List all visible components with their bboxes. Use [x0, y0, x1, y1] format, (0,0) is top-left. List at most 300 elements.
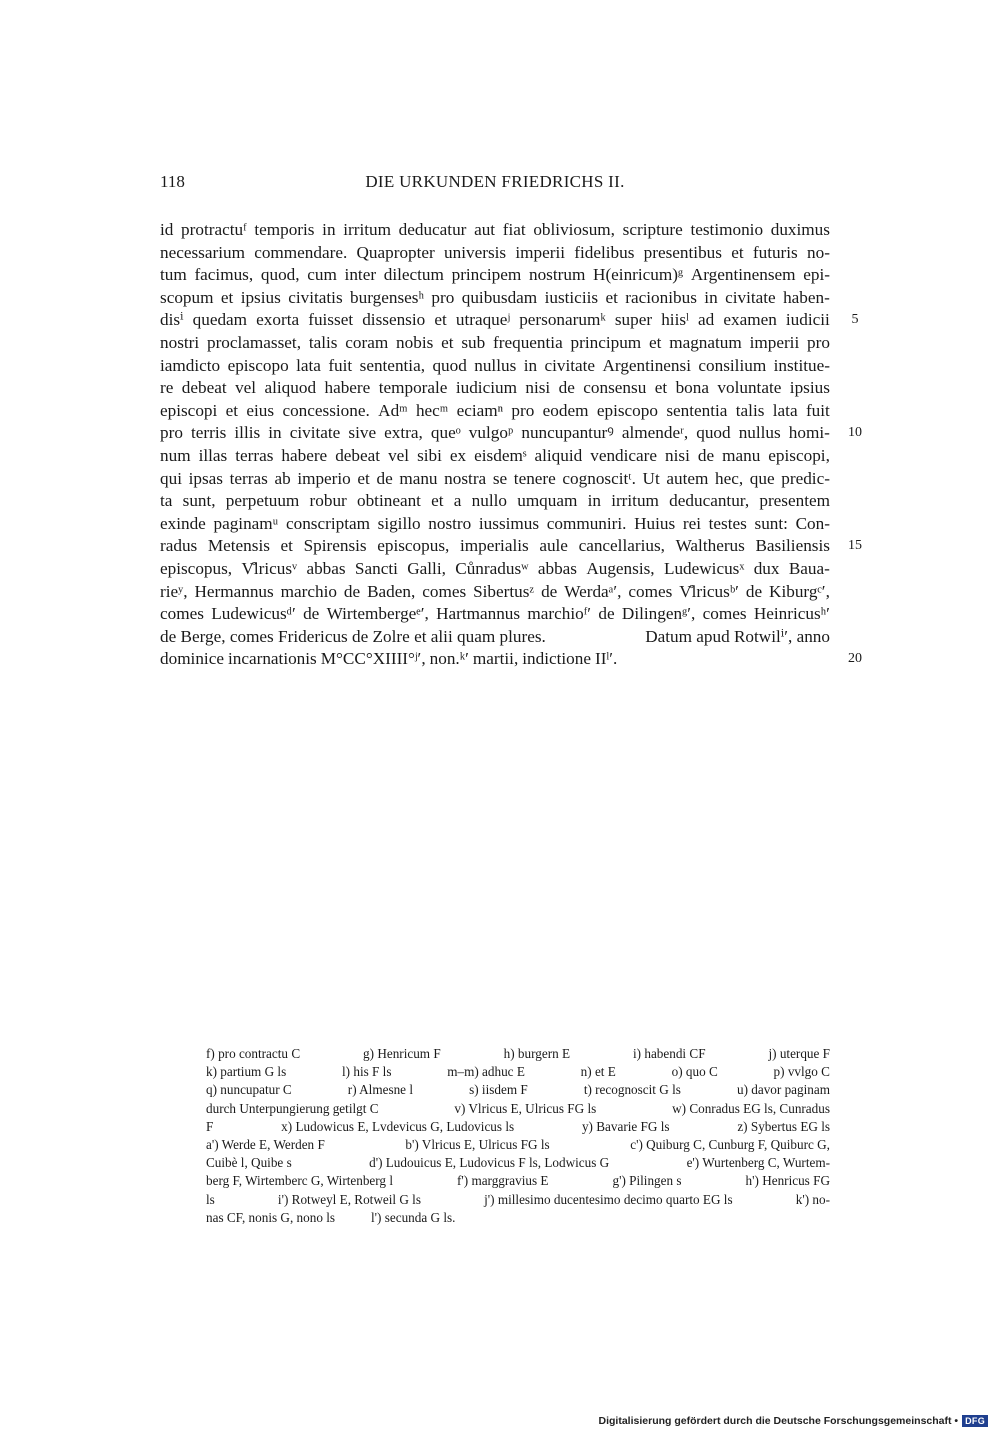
- text-word: scripture: [622, 220, 683, 239]
- text-word: conscriptam: [285, 513, 370, 533]
- text-word: temporale: [378, 378, 448, 398]
- footnote-entry: w) Conradus EG ls, Cunradus: [672, 1100, 830, 1116]
- text-word: fuit: [805, 400, 830, 420]
- text-word: eius: [246, 400, 275, 420]
- text-word: V̊lricusᵇ′: [679, 581, 739, 601]
- dfg-logo: DFG: [962, 1415, 988, 1427]
- text-word: manu: [399, 468, 438, 488]
- text-word: sunt,: [182, 491, 216, 511]
- text-word: scopum: [160, 287, 214, 307]
- footnote-entry: g) Henricum F: [363, 1046, 441, 1061]
- line-number: 5: [851, 312, 859, 328]
- footnote-line: [206, 1191, 830, 1209]
- text-line: [160, 377, 830, 400]
- footnote-entry: g') Pilingen s: [612, 1173, 682, 1189]
- text-word: magnatum: [669, 332, 742, 352]
- text-word: abbas: [537, 558, 577, 578]
- text-word: episcopi,: [768, 445, 830, 465]
- text-word: illis: [234, 423, 261, 443]
- text-word: obtineant: [356, 491, 421, 511]
- text-word: principem: [451, 265, 522, 285]
- text-word: comes: [422, 581, 467, 601]
- text-word: Dilingenᵍ′,: [621, 604, 696, 624]
- footnote-entry: durch Unterpungierung getilgt C: [206, 1100, 379, 1116]
- text-word: et: [731, 242, 744, 262]
- text-word: irritum: [611, 491, 659, 511]
- footnote-entry: q) nuncupatur C: [206, 1082, 292, 1098]
- text-word: sententia: [666, 400, 728, 420]
- text-word: in: [523, 355, 538, 375]
- text-word: Ludewicusˣ: [663, 558, 745, 578]
- text-line: [160, 626, 830, 649]
- text-word: iussimus: [478, 513, 540, 533]
- text-word: ipsas: [188, 468, 223, 488]
- footnote-entry: e') Wurtenberg C, Wurtem-: [686, 1155, 830, 1171]
- text-word: haben-: [783, 287, 830, 307]
- text-word: eciamⁿ: [456, 400, 504, 420]
- text-word: facimus,: [194, 265, 254, 285]
- text-word: civitatis: [288, 287, 343, 307]
- text-word: rei: [682, 513, 701, 533]
- footnote-entry: ls: [206, 1191, 215, 1207]
- text-word: num: [160, 445, 191, 465]
- text-word: paginamᵘ: [213, 513, 279, 533]
- text-word: Baden,: [367, 581, 416, 601]
- text-word: hec,: [715, 468, 744, 488]
- line-number: 20: [848, 651, 862, 667]
- text-line: [160, 558, 830, 581]
- text-word: disⁱ: [160, 310, 184, 330]
- text-line: [160, 332, 830, 355]
- footnote-entry: r) Almesne l: [347, 1082, 413, 1098]
- text-word: Sibertusᶻ: [473, 581, 535, 601]
- text-word: civitate: [289, 423, 341, 443]
- text-line: [160, 219, 830, 242]
- text-word: aliquod: [264, 378, 317, 398]
- text-line: [160, 422, 830, 445]
- footnote-entry: b') Vlricus E, Ulricus FG ls: [405, 1136, 550, 1152]
- text-word: eisdemˢ: [474, 445, 527, 465]
- text-word: Hartmannus: [436, 604, 521, 624]
- footnote-entry: u) davor paginam: [736, 1082, 830, 1098]
- text-word: V̊lricusᵛ: [241, 558, 298, 578]
- text-word: exinde: [160, 513, 206, 533]
- text-word: Ludewicusᵈ′: [211, 604, 296, 624]
- text-word: Augensis,: [586, 558, 655, 578]
- text-line: [160, 355, 830, 378]
- text-word: testimonio: [690, 220, 764, 239]
- text-word: nuncupanturꝰ: [521, 423, 614, 443]
- text-word: de: [303, 604, 320, 624]
- text-word: in: [322, 220, 336, 239]
- text-word: Metensis: [207, 536, 270, 556]
- text-word: manu: [722, 445, 761, 465]
- text-word: quod,: [260, 265, 300, 285]
- text-word: ex: [449, 445, 467, 465]
- text-word: et: [357, 468, 370, 488]
- text-word: deducatur: [398, 220, 467, 239]
- text-word: fuit: [328, 355, 353, 375]
- text-word: epi-: [803, 265, 830, 285]
- text-word: sive: [348, 423, 377, 443]
- text-word: bona: [675, 378, 709, 398]
- text-word: cum: [307, 265, 337, 285]
- text-word: pro: [431, 287, 455, 307]
- text-word: comes: [702, 604, 747, 624]
- footnote-entry: f) pro contractu C: [206, 1046, 301, 1061]
- footnote-entry: x) Ludowicus E, Lvdevicus G, Ludovicus ls: [281, 1118, 515, 1134]
- text-word: episcopus,: [160, 558, 233, 578]
- text-word: se: [492, 468, 508, 488]
- text-word: nostro: [428, 513, 472, 533]
- text-word: H(einricum)ᵍ: [593, 265, 684, 285]
- text-word: in: [587, 491, 601, 511]
- text-word: umquam: [517, 491, 578, 511]
- text-word: Werdaᵃ′,: [564, 581, 622, 601]
- text-word: sub: [461, 332, 486, 352]
- text-word: talis: [735, 400, 765, 420]
- text-word: pro: [511, 400, 535, 420]
- footnote-entry: n) et E: [580, 1064, 616, 1080]
- footnote-line: [206, 1045, 830, 1063]
- text-word: qui: [160, 468, 182, 488]
- critical-apparatus: [206, 1045, 830, 1227]
- text-word: de: [598, 604, 615, 624]
- text-word: cancellarius,: [578, 536, 665, 556]
- text-word: universis: [444, 242, 507, 262]
- text-word: tum: [160, 265, 187, 285]
- text-word: nostrum: [528, 265, 586, 285]
- text-word: Cůnradusʷ: [455, 558, 529, 578]
- text-word: et: [441, 332, 454, 352]
- text-word: marchio: [280, 581, 337, 601]
- text-word: eodem: [542, 400, 589, 420]
- text-word: sigillo: [377, 513, 421, 533]
- text-word: vulgoᵖ: [468, 423, 514, 443]
- text-word: de: [541, 581, 558, 601]
- text-word: non.ᵏ′: [429, 649, 469, 669]
- text-word: episcopi: [160, 400, 218, 420]
- text-word: Waltherus: [675, 536, 745, 556]
- text-word: debeat: [181, 378, 227, 398]
- text-word: re: [160, 378, 174, 398]
- text-word: id: [160, 220, 174, 239]
- text-word: quibusdam: [461, 287, 538, 307]
- text-word: ad: [698, 310, 715, 330]
- text-word: fiat: [502, 220, 526, 239]
- text-word: quedam: [192, 310, 248, 330]
- text-word: debeat: [335, 445, 381, 465]
- text-word: dominice: [160, 649, 224, 669]
- text-word: Argentinensem: [690, 265, 796, 285]
- footnote-entry: z) Sybertus EG ls: [737, 1118, 830, 1134]
- text-word: terris: [191, 423, 227, 443]
- text-word: coram: [345, 332, 389, 352]
- text-word: nisi: [665, 445, 690, 465]
- text-word: queᵒ: [430, 423, 461, 443]
- text-word: dilectum: [383, 265, 444, 285]
- text-word: sunt:: [754, 513, 788, 533]
- text-word: rieʸ,: [160, 581, 188, 601]
- text-word: et: [654, 378, 668, 398]
- text-word: habere: [324, 378, 371, 398]
- text-word: Sancti: [354, 558, 398, 578]
- text-word: dux: [753, 558, 780, 578]
- text-word: Wirtembergeᵉ′,: [326, 604, 429, 624]
- text-word: autem: [666, 468, 709, 488]
- charter-text: [160, 219, 830, 671]
- text-word: Ut: [642, 468, 660, 488]
- text-line: [160, 581, 830, 604]
- text-word: testes: [708, 513, 747, 533]
- footnote-entry: f') marggravius E: [456, 1173, 549, 1189]
- text-word: quod: [432, 355, 467, 375]
- text-word: Spirensis: [303, 536, 367, 556]
- text-line: [160, 648, 830, 671]
- text-word: de: [376, 468, 393, 488]
- text-word: Huius: [634, 513, 676, 533]
- text-word: frequentia: [493, 332, 563, 352]
- text-word: fuisset: [308, 310, 354, 330]
- footnote-entry: h') Henricus FG: [745, 1173, 830, 1189]
- footnote-entry: i') Rotweyl E, Rotweil G ls: [277, 1191, 421, 1207]
- text-word: presentem: [759, 491, 830, 511]
- text-word: de: [697, 445, 715, 465]
- footnote-entry: l) his F ls: [342, 1064, 392, 1080]
- footnote-entry: k') no-: [795, 1191, 830, 1207]
- footnote-entry: m–m) adhuc E: [447, 1064, 525, 1080]
- text-word: de: [745, 581, 763, 601]
- text-word: examen: [723, 310, 777, 330]
- footnote-entry: c') Quiburg C, Cunburg F, Quiburc G,: [630, 1136, 830, 1152]
- text-word: comes: [160, 604, 204, 624]
- text-line: [160, 264, 830, 287]
- text-word: radus: [160, 536, 198, 556]
- text-segment: de Berge, comes Fridericus de Zolre et alii quam plures.: [160, 626, 546, 646]
- text-word: de: [343, 581, 361, 601]
- text-word: Galli,: [407, 558, 446, 578]
- text-word: Argentinensi: [602, 355, 691, 375]
- text-word: robur: [309, 491, 347, 511]
- running-title: DIE URKUNDEN FRIEDRICHS II.: [365, 172, 625, 191]
- line-number: 10: [848, 425, 862, 441]
- text-word: a: [453, 491, 462, 511]
- text-word: cognoscitᵗ.: [562, 468, 636, 488]
- text-word: perpetuum: [225, 491, 300, 511]
- text-word: aule: [539, 536, 568, 556]
- text-word: temporis: [254, 220, 315, 239]
- text-word: pro: [807, 332, 830, 352]
- text-word: nostri: [160, 332, 200, 352]
- text-word: ta: [160, 491, 173, 511]
- text-word: Con-: [795, 513, 830, 533]
- text-line: [160, 535, 830, 558]
- text-word: lata: [772, 400, 798, 420]
- text-word: civitate: [544, 355, 596, 375]
- footnote-line: [206, 1172, 830, 1190]
- footnote-entry: o) quo C: [671, 1064, 718, 1080]
- text-word: marchioᶠ′: [527, 604, 592, 624]
- text-word: Quapropter: [356, 242, 435, 262]
- text-word: obliviosum,: [533, 220, 615, 239]
- text-word: concessione.: [282, 400, 370, 420]
- text-word: nobis: [396, 332, 434, 352]
- text-word: que: [749, 468, 775, 488]
- footnote-line: [206, 1209, 830, 1227]
- text-word: presentibus: [643, 242, 722, 262]
- text-word: almendeʳ,: [621, 423, 689, 443]
- text-word: burgensesʰ: [350, 287, 424, 307]
- footnote-entry: a') Werde E, Werden F: [206, 1136, 325, 1152]
- text-word: hecᵐ: [415, 400, 449, 420]
- text-word: super: [614, 310, 653, 330]
- text-word: duximus: [770, 220, 830, 239]
- text-word: episcopo: [227, 355, 289, 375]
- text-line: [160, 468, 830, 491]
- text-line: [160, 490, 830, 513]
- text-word: iudicii: [785, 310, 830, 330]
- text-word: IIˡ′.: [594, 649, 618, 669]
- text-word: consilium: [698, 355, 767, 375]
- text-word: homi-: [788, 423, 830, 443]
- footnote-entry: l') secunda G ls.: [371, 1209, 456, 1225]
- text-word: nostra: [444, 468, 487, 488]
- text-word: deducantur,: [669, 491, 750, 511]
- text-line: [160, 513, 830, 536]
- text-word: et: [434, 310, 447, 330]
- footnote-entry: t) recognoscit G ls: [583, 1082, 681, 1098]
- text-word: iudicium: [455, 378, 517, 398]
- text-word: imperialis: [459, 536, 529, 556]
- text-word: in: [704, 287, 718, 307]
- text-word: et: [431, 491, 444, 511]
- text-word: comes: [628, 581, 673, 601]
- text-word: vel: [388, 445, 410, 465]
- text-word: ab: [274, 468, 291, 488]
- text-line: [160, 445, 830, 468]
- text-word: nullus: [474, 355, 517, 375]
- text-word: vel: [235, 378, 257, 398]
- text-word: sententia,: [359, 355, 426, 375]
- text-word: ipsius: [789, 378, 830, 398]
- text-word: Basiliensis: [755, 536, 830, 556]
- page-header: [160, 172, 830, 196]
- text-word: nullus: [738, 423, 781, 443]
- text-word: pro: [160, 423, 183, 443]
- page-number: 118: [160, 172, 185, 191]
- text-word: extra,: [384, 423, 423, 443]
- text-word: incarnationis: [227, 649, 317, 669]
- text-word: terras: [235, 445, 274, 465]
- text-word: Adᵐ: [378, 400, 408, 420]
- text-word: necessarium: [160, 242, 245, 262]
- text-word: personarumᵏ: [519, 310, 606, 330]
- text-word: habere: [281, 445, 328, 465]
- text-word: de: [558, 378, 575, 398]
- footnote-line: [206, 1063, 830, 1081]
- footnote-entry: nas CF, nonis G, nono ls: [206, 1209, 336, 1225]
- footnote-entry: h) burgern E: [503, 1046, 571, 1061]
- text-word: abbas: [306, 558, 346, 578]
- line-number: 15: [848, 538, 862, 554]
- text-word: Heinricusʰ′: [753, 604, 830, 624]
- text-word: et: [605, 287, 618, 307]
- footnote-line: [206, 1136, 830, 1154]
- footnote-entry: i) habendi CF: [633, 1046, 706, 1061]
- text-word: Hermannus: [194, 581, 274, 601]
- footnote-line: [206, 1081, 830, 1099]
- text-word: talis: [308, 332, 338, 352]
- text-word: dissensio: [362, 310, 426, 330]
- footnote-entry: berg F, Wirtemberc G, Wirtenberg l: [206, 1173, 393, 1189]
- text-line: [160, 400, 830, 423]
- text-word: principum: [570, 332, 642, 352]
- text-word: futuris: [752, 242, 798, 262]
- text-word: institue-: [773, 355, 830, 375]
- text-word: consensu: [583, 378, 647, 398]
- text-word: terras: [229, 468, 268, 488]
- text-word: indictione: [522, 649, 591, 669]
- text-word: lata: [296, 355, 321, 375]
- text-word: vendicare: [590, 445, 658, 465]
- footnote-entry: j) uterque F: [768, 1046, 830, 1061]
- text-word: communiri.: [546, 513, 627, 533]
- text-word: no-: [807, 242, 830, 262]
- text-word: et: [280, 536, 293, 556]
- text-word: iusticiis: [544, 287, 599, 307]
- text-word: Kiburgᶜ′,: [769, 581, 830, 601]
- text-word: civitate: [725, 287, 776, 307]
- funding-note: Digitalisierung gefördert durch die Deutsche Forschungsgemeinschaft •: [598, 1415, 959, 1427]
- funding-footer: [599, 1413, 988, 1429]
- text-word: ipsius: [240, 287, 281, 307]
- text-word: racionibus: [625, 287, 697, 307]
- text-word: iamdicto: [160, 355, 221, 375]
- footnote-entry: v) Vlricus E, Ulricus FG ls: [454, 1100, 597, 1116]
- text-segment: Datum apud Rotwilⁱ′, anno: [645, 626, 830, 646]
- text-word: voluntate: [717, 378, 782, 398]
- footnote-entry: s) iisdem F: [469, 1082, 528, 1098]
- text-word: aut: [474, 220, 496, 239]
- footnote-entry: k) partium G ls: [206, 1064, 287, 1080]
- footnote-entry: d') Ludouicus E, Ludovicus F ls, Lodwicus G: [369, 1155, 610, 1171]
- text-word: aliquid: [534, 445, 583, 465]
- text-word: inter: [344, 265, 377, 285]
- footnote-line: [206, 1100, 830, 1118]
- footnote-entry: Cuibè l, Quibe s: [206, 1155, 292, 1171]
- text-word: episcopo: [596, 400, 658, 420]
- text-word: M°CC°XIIII°ʲ′,: [320, 649, 426, 669]
- text-word: nisi: [525, 378, 551, 398]
- text-word: commendare.: [254, 242, 348, 262]
- text-word: predic-: [781, 468, 830, 488]
- footnote-entry: p) vvlgo C: [773, 1064, 830, 1080]
- text-word: quod: [696, 423, 731, 443]
- text-word: in: [268, 423, 282, 443]
- text-word: nullo: [471, 491, 507, 511]
- text-word: hiisˡ: [661, 310, 689, 330]
- text-word: Baua-: [788, 558, 830, 578]
- footnote-line: [206, 1118, 830, 1136]
- text-line: [160, 287, 830, 310]
- text-word: proclamasset,: [206, 332, 301, 352]
- text-word: et: [220, 287, 234, 307]
- text-line: [160, 242, 830, 265]
- footnote-entry: j') millesimo ducentesimo decimo quarto EG ls: [484, 1191, 733, 1207]
- text-word: fidelibus: [574, 242, 635, 262]
- text-word: martii,: [472, 649, 519, 669]
- footnote-entry: F: [206, 1118, 214, 1134]
